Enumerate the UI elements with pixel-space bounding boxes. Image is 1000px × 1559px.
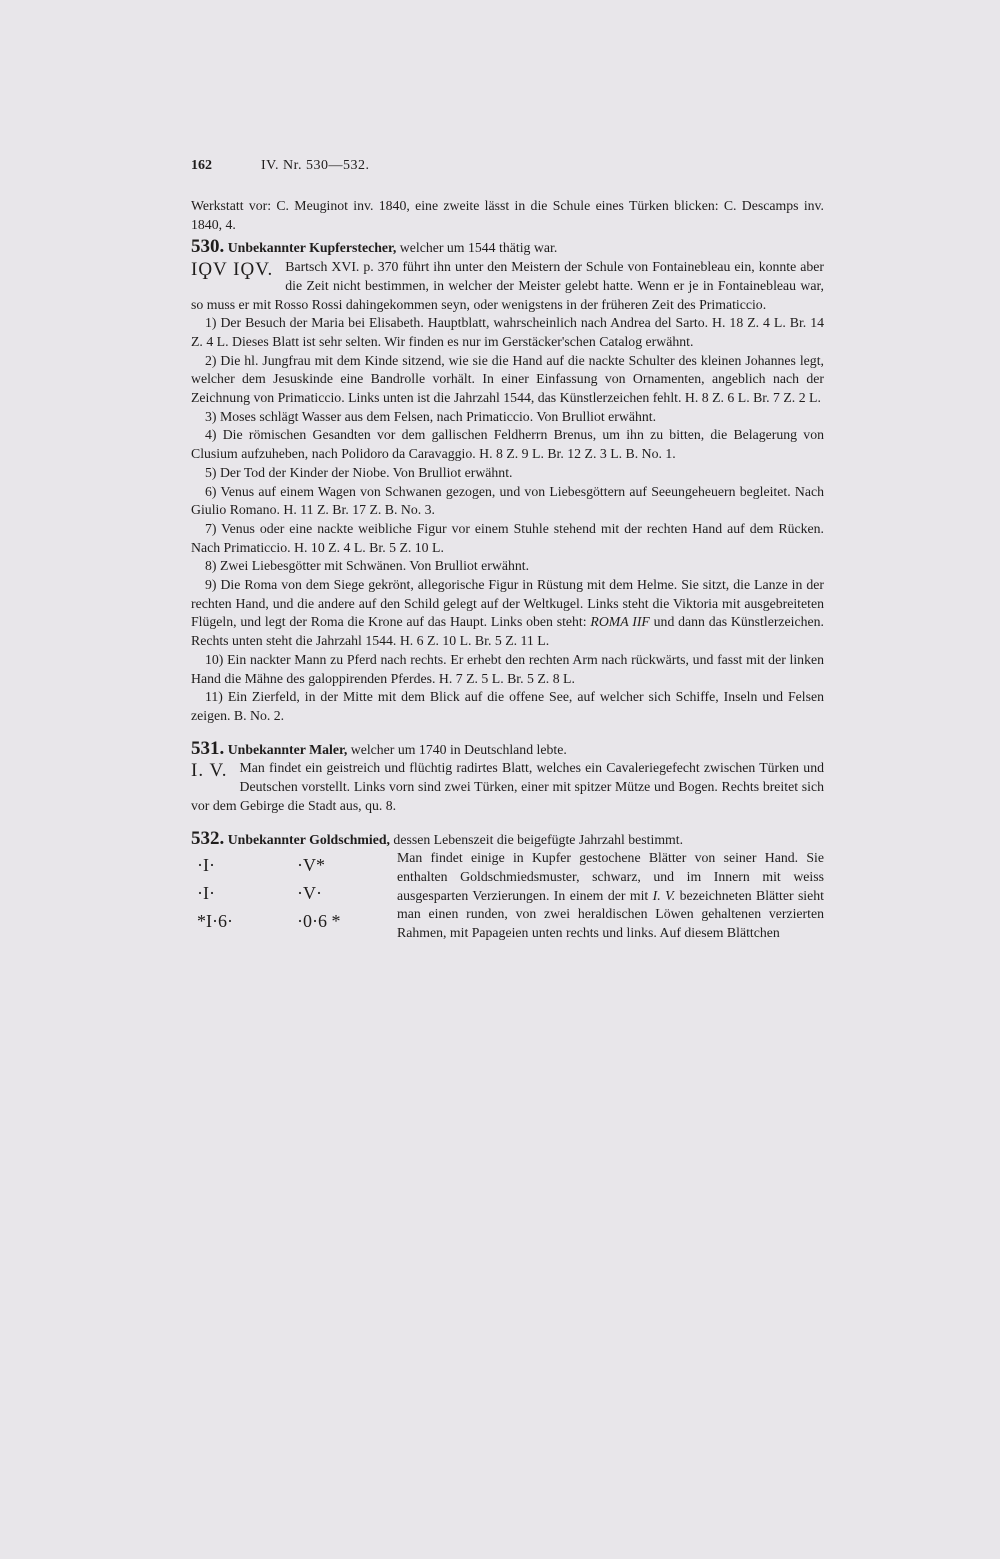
entry-530-item-10: 10) Ein nackter Mann zu Pferd nach rechts. Er erhebt den rechten Arm nach rückwärts, und fasst mit der linken Hand die Mähne des galoppirenden Pferdes. H. 7 Z. 5 L. Br. 5 Z. 8 L. [191, 651, 824, 686]
monogram-row [191, 907, 391, 935]
monogram-cell: ·I· [197, 855, 215, 876]
entry-530-item-9 [191, 576, 824, 651]
entry-530-title: Unbekannter Kupferstecher, [227, 240, 397, 256]
monogram-row [191, 851, 391, 879]
entry-532-number: 532. [191, 827, 225, 849]
entry-532-title: Unbekannter Goldschmied, [227, 831, 390, 847]
entry-530-item-11: 11) Ein Zierfeld, in der Mitte mit dem Blick auf die offene See, auf welcher sich Schiffe, Inseln und Felsen zeigen. B. No. 2. [191, 689, 824, 723]
page-number: 162 [191, 158, 212, 173]
monogram-row [191, 879, 391, 907]
entry-530-number: 530. [191, 236, 225, 258]
entry-530-item-2: 2) Die hl. Jungfrau mit dem Kinde sitzend, wie sie die Hand auf die nackte Schulter des kleinen Johannes legt, welcher dem Jesuskinde eine Bandrolle vorhält. In einer Einfassung von Ornamenten, angeblich nach der Zeichnung von Primaticcio. Links unten ist die Jahrzahl 1544, das Künstlerzeichen fehlt. H. 8 Z. 6 L. Br. 7 Z. 2 L. [191, 352, 824, 406]
entry-531-text: Man findet ein geistreich und flüchtig radirtes Blatt, welches ein Cavaleriegefecht zwischen Türken und Deutschen vorstellt. Links vorn sind zwei Türken, einer mit spitzer Mütze und Bogen. Rechts breitet sich vor dem Gebirge die Stadt aus, qu. 8. [191, 760, 824, 813]
monogram-cell: *I·6· [197, 911, 233, 932]
entry-530-item-1: 1) Der Besuch der Maria bei Elisabeth. Hauptblatt, wahrscheinlich nach Andrea del Sarto. H. 18 Z. 4 L. Br. 14 Z. 4 L. Dieses Blatt ist sehr selten. Wir finden es nur im Gerstäcker'schen Catalog erwähnt. [191, 315, 824, 349]
entry-531-number: 531. [191, 737, 225, 759]
entry-530-title-rest: welcher um 1544 thätig war. [396, 240, 558, 256]
intro-paragraph: Werkstatt vor: C. Meuginot inv. 1840, eine zweite lässt in die Schule eines Türken blicken: C. Descamps inv. 1840, 4. [191, 198, 824, 232]
text-column [191, 157, 824, 943]
entry-530-item-9-text: 9) Die Roma von dem Siege gekrönt, allegorische Figur in Rüstung mit dem Helme. Sie sitzt, die Lanze in der rechten Hand, und die andere auf den Schild gelegt auf der Weltkugel. Links steht die Viktoria mit ausgebreiteten Flügeln, und legt der Roma die Krone auf das Haupt. Links oben steht: [191, 577, 824, 630]
entry-530-heading [191, 238, 824, 258]
entry-532-heading [191, 827, 824, 850]
entry-532-body [191, 849, 824, 943]
entry-531-heading [191, 737, 824, 760]
entry-532-text-start: Man findet einige in Kupfer gestochene Blätter von seiner Hand. Sie enthalten Goldschmiedsmuster, schwarz, und im Innern mit weiss ausgesparten Verzierungen. In einem der mit [397, 850, 824, 903]
entry-530-item-5: 5) Der Tod der Kinder der Niobe. Von Brulliot erwähnt. [205, 464, 513, 480]
entry-532-mark: I. V. [652, 887, 676, 903]
entry-531-title-rest: welcher um 1740 in Deutschland lebte. [347, 741, 567, 757]
monogram-cell: ·0·6 * [297, 911, 341, 932]
running-title: IV. Nr. 530—532. [261, 158, 370, 173]
entry-530-item-3: 3) Moses schlägt Wasser aus dem Felsen, nach Primaticcio. Von Brulliot erwähnt. [205, 408, 657, 424]
entry-530-text: Bartsch XVI. p. 370 führt ihn unter den Meistern der Schule von Fontainebleau ein, konnte aber die Zeit nicht bestimmen, in welcher der Meister gelebt hatte. Wenn er je in Fontainebleau war, so muss er mit Rosso Rossi dahingekommen seyn, oder wenigstens in der früheren Zeit des Primaticcio. [191, 259, 824, 312]
entry-531-title: Unbekannter Maler, [227, 741, 348, 757]
monogram-cell: ·V* [297, 855, 325, 876]
entry-530-item-9-text-end: und dann das Künstlerzeichen. Rechts unten steht die Jahrzahl 1544. H. 6 Z. 10 L. Br. 5 Z. 11 L. [191, 614, 824, 649]
entry-532-text-end: bezeichneten Blätter sieht man einen runden, von zwei heraldischen Löwen gehaltenen verzierten Rahmen, mit Papageien unten rechts und links. Auf diesem Blättchen [397, 887, 824, 941]
entry-530-item-7: 7) Venus oder eine nackte weibliche Figur vor einem Stuhle stehend mit der rechten Hand auf dem Rücken. Nach Primaticcio. H. 10 Z. 4 L. Br. 5 Z. 10 L. [191, 520, 824, 555]
entry-530-item-9-inscription: ROMA IIF [590, 614, 650, 630]
monogram-cell: ·I· [197, 883, 215, 904]
entry-530-item-8: 8) Zwei Liebesgötter mit Schwänen. Von Brulliot erwähnt. [205, 558, 530, 574]
monogram-cell: ·V· [297, 883, 322, 904]
entry-530-item-4: 4) Die römischen Gesandten vor dem gallischen Feldherrn Brenus, um ihn zu bitten, die Belagerung von Clusium aufzuheben, nach Polidoro da Caravaggio. H. 8 Z. 9 L. Br. 12 Z. 3 L. B. No. 1. [191, 427, 824, 462]
entry-531-monogram: I. V. [191, 760, 228, 782]
entry-531-body [191, 759, 824, 815]
entry-532-title-rest: dessen Lebenszeit die beigefügte Jahrzahl bestimmt. [389, 831, 684, 847]
entry-530-item-6: 6) Venus auf einem Wagen von Schwanen gezogen, und von Liebesgöttern auf Seeungeheuern begleitet. Nach Giulio Romano. H. 11 Z. Br. 17 Z. B. No. 3. [191, 483, 824, 518]
entry-532-monogram-table [191, 851, 391, 935]
page-header [191, 157, 824, 177]
entry-530-body [191, 258, 824, 314]
entry-530-monogram: IϘV IϘV. [191, 259, 274, 281]
